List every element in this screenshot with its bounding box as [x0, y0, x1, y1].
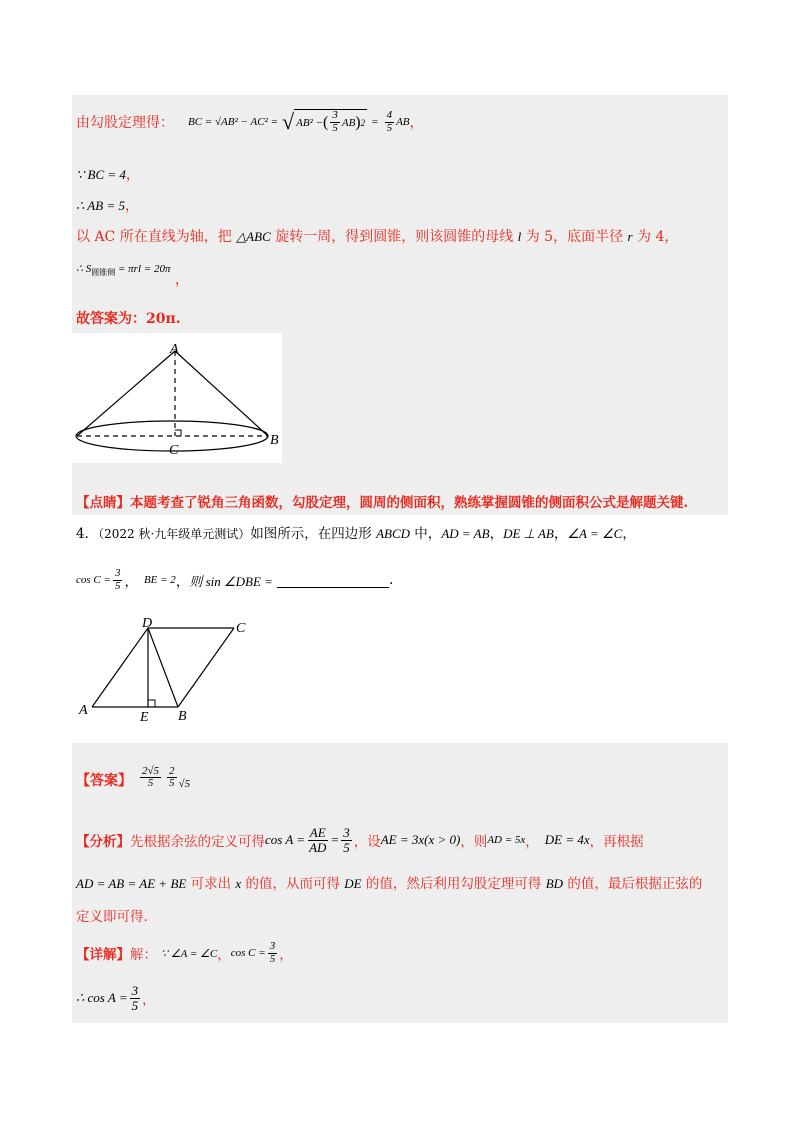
label-b: B [270, 433, 279, 448]
detail-line-2: ∴ cos A = $\frac{3}{5}$ ， [76, 982, 156, 1013]
quad-figure [74, 614, 274, 724]
answer-line-2: 【答案】 $\frac{2√5}{5}$ $\frac{2}{5}$ √5 [76, 764, 191, 790]
label-d: D [142, 616, 153, 631]
segment-ad [92, 628, 148, 707]
label-a: A [170, 342, 179, 357]
segment-db [148, 628, 178, 707]
right-angle-mark-e [148, 700, 155, 707]
analysis-line-1: 【分析】 先根据余弦的定义可得 cos A = $\frac{AE}{AD}$ = $\frac{3}{5}$ ，设 AE = 3x(x > 0) ，则 AD = 5x ， DE = 4x ，再根据 [76, 824, 644, 855]
rotate-line: 以 AC 所在直线为轴，把 △ABC 旋转一周，得到圆锥，则该圆锥的母线 l 为 5，底面半径 r 为 4， [76, 229, 679, 245]
label-b: B [178, 709, 187, 724]
ab-value-line: ∴ AB = 5， [76, 198, 139, 214]
quad-diagram [74, 614, 274, 724]
bc-value-line: ∵ BC = 4， [76, 167, 140, 183]
pythagoras-line: 由勾股定理得： BC = √AB² − AC² = √ AB² − ( $\frac{3}{5}$ AB ) 2 = $\frac{4}{5}$ AB ， [76, 108, 424, 134]
analysis-line-3: 定义即可得. [76, 909, 148, 925]
label-e: E [140, 710, 149, 724]
label-c: C [236, 621, 246, 636]
label-a: A [79, 703, 88, 718]
right-angle-mark [175, 430, 181, 436]
cone-figure [72, 333, 282, 463]
problem-4-line-2: cos C = $\frac{3}{5}$ ， BE = 2 ， 则 sin ∠DBE = . [76, 567, 394, 592]
comment-line: 【点睛】本题考查了锐角三角函数，勾股定理，圆周的侧面积，熟练掌握圆锥的侧面积公式是解题关键. [76, 495, 689, 511]
lateral-area-line: ∴ $S_{圆锥侧} = \pi rl = 20\pi$ ， [76, 263, 189, 288]
answer-line-1: 故答案为：20π. [76, 311, 181, 327]
problem-4-line-1: 4．（2022 秋·九年级单元测试）如图所示，在四边形 ABCD 中，AD = AB，DE ⊥ AB，∠A = ∠C， [76, 526, 636, 542]
answer-blank[interactable] [277, 573, 389, 588]
segment-bc [178, 628, 234, 707]
detail-line-1: 【详解】 解： ∵ ∠A = ∠C ， cos C = $\frac{3}{5}$ ， [76, 939, 293, 965]
label-c: C [169, 443, 179, 458]
analysis-line-2: AD = AB = AE + BE 可求出 x 的值，从而可得 DE 的值，然后利用勾股定理可得 BD 的值，最后根据正弦的 [76, 876, 703, 892]
cone-diagram [72, 333, 282, 463]
